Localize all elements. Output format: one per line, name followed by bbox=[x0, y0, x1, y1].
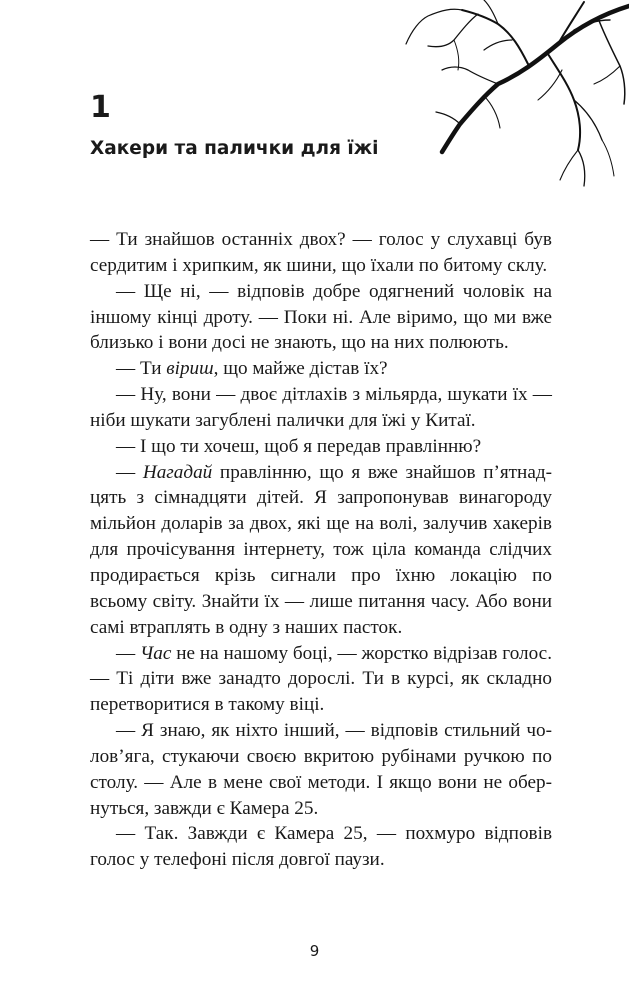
paragraph bbox=[90, 279, 552, 357]
italic-text: Нагадай bbox=[142, 461, 213, 483]
paragraph-text: — Ще ні, — відповів добре одягнений чоловік на іншому кінці дроту. — Поки ні. Але віримо, що ми вже близько і вони досі не знають, що на них полюють. bbox=[90, 280, 552, 354]
italic-text: віриш bbox=[166, 358, 214, 380]
paragraph-text: , що майже дістав їх? bbox=[213, 358, 388, 380]
chapter-number: 1 bbox=[90, 90, 111, 125]
paragraph-text: не на нашому боці, — жорстко відрізав голос. — Ті діти вже занадто дорослі. Ти в курсі, як складно перетворитися в такому віці. bbox=[90, 642, 552, 716]
paragraph-text: — І що ти хочеш, щоб я передав правлінню? bbox=[116, 435, 482, 457]
paragraph-text: правлінню, що я вже знайшов п’ятнадцять з сімнадцяти дітей. Я запропонував винагороду мільйон доларів за двох, які ще на волі, залучив хакерів для прочісування інтернету, тож ціла команда слідчих продирається крізь сигнали про їхню локацію по всьому світу. Знайти їх — лише питання часу. Або вони самі втраплять в одну з наших пасток. bbox=[90, 461, 552, 638]
paragraph-text: — Ти знайшов останніх двох? — голос у слухавці був сердитим і хрипким, як шини, що їхали по битому склу. bbox=[90, 229, 552, 276]
paragraph bbox=[90, 227, 552, 279]
paragraph bbox=[90, 356, 552, 382]
paragraph-text: — Ну, вони — двоє дітлахів з мільярда, шукати їх — ніби шукати загублені палички для їжі у Китаї. bbox=[90, 384, 552, 431]
tree-branch-illustration bbox=[398, 0, 629, 190]
italic-text: Час bbox=[140, 642, 172, 664]
paragraph bbox=[90, 434, 552, 460]
page-number: 9 bbox=[309, 942, 320, 960]
paragraph bbox=[90, 382, 552, 434]
paragraph-text: — bbox=[116, 461, 143, 483]
paragraph bbox=[90, 460, 552, 641]
chapter-body-text bbox=[90, 227, 552, 873]
paragraph-text: — Я знаю, як ніхто інший, — відповів стильний чолов’яга, стукаючи своєю вкритою рубінами ручкою по столу. — Але в мене свої методи. І якщо вони не обернуться, завжди є Камера 25. bbox=[90, 720, 552, 819]
paragraph bbox=[90, 718, 552, 821]
paragraph bbox=[90, 641, 552, 719]
paragraph-text: — bbox=[116, 642, 141, 664]
chapter-title: Хакери та палички для їжі bbox=[90, 138, 379, 159]
paragraph-text: — Так. Завжди є Камера 25, — похмуро відповів голос у телефоні після довгої паузи. bbox=[90, 823, 552, 871]
paragraph bbox=[90, 821, 552, 873]
paragraph-text: — Ти bbox=[116, 358, 167, 380]
